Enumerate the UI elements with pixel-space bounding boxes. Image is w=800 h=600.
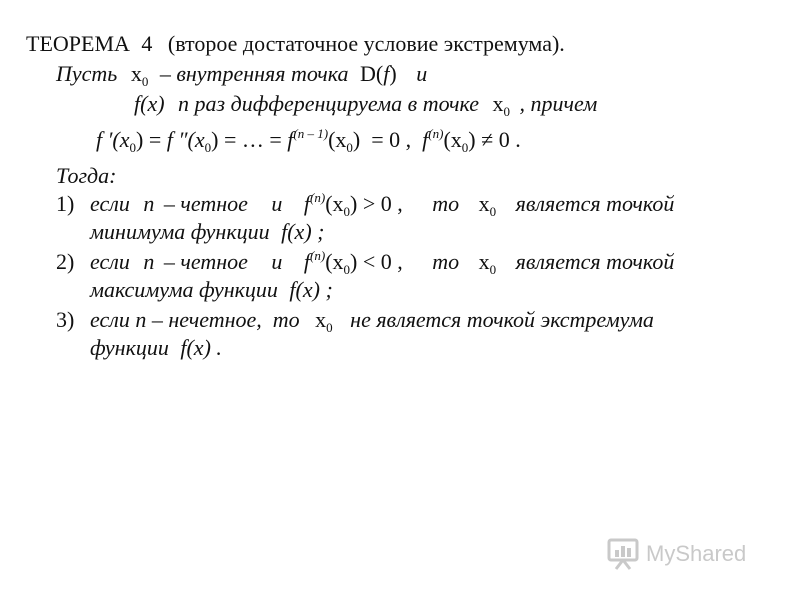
fx-text: f(x) — [134, 91, 165, 116]
paren-close: ) — [211, 127, 219, 152]
title-word: ТЕОРЕМА — [26, 31, 130, 56]
paren-close: ) — [350, 249, 358, 274]
and-word: и — [271, 249, 283, 274]
argument: (x — [325, 191, 344, 216]
n-var: n — [143, 249, 155, 274]
order-superscript: (n) — [310, 248, 326, 263]
title-number: 4 — [141, 31, 153, 56]
domain-f: f — [383, 61, 390, 86]
x0-sub: 0 — [461, 140, 469, 155]
premise-line-1 — [56, 60, 427, 88]
f-n: f — [422, 127, 429, 152]
x-var: x — [315, 307, 327, 332]
case-3-line-2 — [90, 334, 222, 362]
case-3-number: 3) — [56, 307, 75, 332]
case-1-line-1 — [90, 190, 674, 218]
parity-text: – четное — [163, 191, 248, 216]
let-word: Пусть — [56, 61, 118, 86]
x0-sub: 0 — [129, 140, 137, 155]
case-3-line-1 — [90, 306, 654, 334]
and-word: и — [416, 61, 428, 86]
if-word: если — [90, 249, 130, 274]
theorem-title — [26, 30, 565, 58]
parity-text: – четное — [163, 249, 248, 274]
premise-line-2 — [134, 90, 597, 118]
n-var: n — [143, 191, 155, 216]
relation: < 0 , — [357, 249, 403, 274]
x-var: x — [478, 191, 490, 216]
is-point-text: является точкой — [515, 249, 675, 274]
maximum-text: максимума функции — [90, 277, 278, 302]
myshared-watermark — [606, 536, 746, 572]
f-n-expr — [303, 190, 403, 219]
x0-sub: 0 — [343, 262, 351, 277]
x0-var-2 — [492, 91, 511, 119]
function-word: функции — [90, 335, 169, 360]
f-double-prime: f ″(x — [166, 127, 205, 152]
interior-point-text: – внутренняя точка — [159, 61, 349, 86]
relation: > 0 , — [357, 191, 403, 216]
x0-sub: 0 — [489, 204, 497, 219]
x0-var — [478, 249, 497, 277]
condition-formula — [96, 126, 521, 154]
paren-close: ) — [468, 127, 476, 152]
paren-close: ) — [136, 127, 144, 152]
then-word: то — [432, 249, 460, 274]
moreover-text: , причем — [519, 91, 598, 116]
is-point-text: является точкой — [515, 191, 675, 216]
paren-close: ) — [352, 127, 361, 152]
fx-text: f(x) ; — [281, 219, 325, 244]
and-word: и — [271, 191, 283, 216]
domain-D: D( — [360, 61, 384, 86]
order-superscript: (n) — [310, 190, 326, 205]
x0-sub: 0 — [346, 140, 353, 155]
not-extremum-text: не является точкой экстремума — [350, 307, 654, 332]
not-equal-zero: ≠ 0 . — [475, 127, 521, 152]
x0-sub: 0 — [489, 262, 497, 277]
x0-var — [315, 307, 333, 335]
case-1-number: 1) — [56, 191, 75, 216]
f-n-expr — [303, 248, 403, 277]
fx-text: f(x) . — [180, 335, 222, 360]
x0-sub: 0 — [204, 140, 212, 155]
then-word: то — [432, 191, 460, 216]
x0-sub: 0 — [343, 204, 351, 219]
x-var: x — [478, 249, 490, 274]
if-word: если — [90, 191, 130, 216]
order-superscript: (n – 1) — [293, 126, 329, 141]
order-superscript: (n) — [428, 126, 444, 141]
x0-sub: 0 — [326, 320, 333, 335]
paren-close: ) — [350, 191, 358, 216]
f-prime: f ′(x — [96, 127, 130, 152]
ellipsis-equals: = … = — [218, 127, 288, 152]
x0-sub: 0 — [141, 74, 149, 89]
title-description: (второе достаточное условие экстремума). — [167, 31, 565, 56]
case-1-line-2 — [90, 218, 324, 246]
case-2-line-1 — [90, 248, 674, 276]
then-label: Тогда: — [56, 163, 117, 188]
domain-close: ) — [389, 61, 397, 86]
argument: (x — [325, 249, 344, 274]
equals-sign: = — [143, 127, 167, 152]
x0-var — [478, 191, 497, 219]
case-2-number: 2) — [56, 249, 75, 274]
n-times-text: n раз дифференцируема в точке — [178, 91, 480, 116]
x0-var — [130, 61, 149, 89]
equals-zero: = 0 , — [360, 127, 423, 152]
x0-base: x — [492, 91, 504, 116]
x0-base: x — [130, 61, 142, 86]
argument: (x — [328, 127, 347, 152]
case-2-line-2 — [90, 276, 333, 304]
watermark-brand: MyShared — [646, 541, 747, 566]
f-n-minus-1: f — [287, 127, 294, 152]
f-var: f — [303, 249, 311, 274]
x0-sub: 0 — [503, 104, 511, 119]
odd-case-text: если n – нечетное, то — [90, 307, 300, 332]
argument: (x — [443, 127, 462, 152]
minimum-text: минимума функции — [90, 219, 270, 244]
presentation-board-icon — [606, 537, 640, 571]
f-var: f — [303, 191, 311, 216]
fx-text: f(x) ; — [289, 277, 333, 302]
